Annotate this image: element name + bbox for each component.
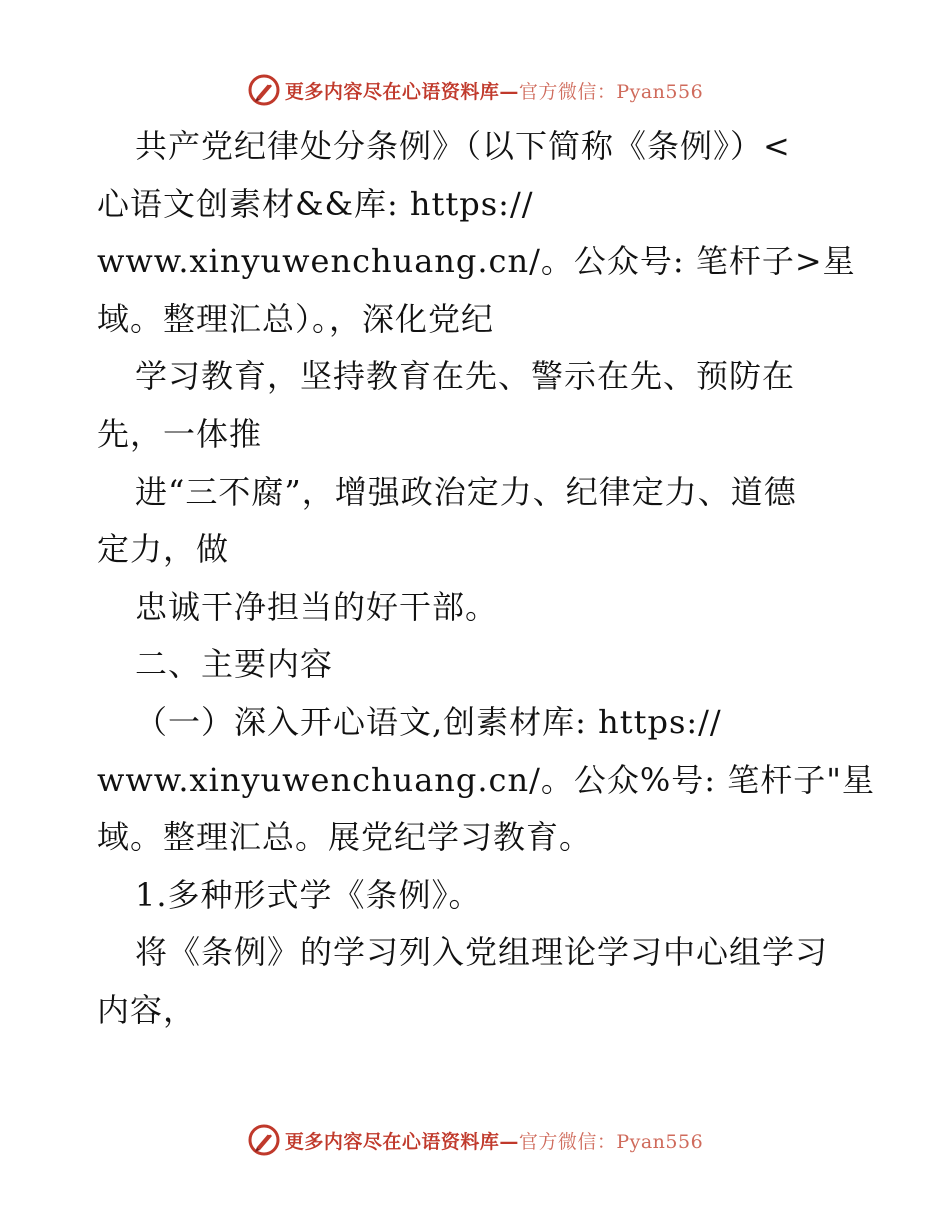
- text-line: 进“三不腐”，增强政治定力、纪律定力、道德: [135, 472, 797, 511]
- subsection-heading: （一）深入开心语文,创素材库: https://: [135, 702, 722, 741]
- text-line: www.xinyuwenchuang.cn/。公众号: 笔杆子>星: [97, 242, 856, 281]
- text-line: 域。整理汇总）。，深化党纪: [97, 299, 495, 338]
- text-line: 内容，: [97, 990, 197, 1029]
- text-line: 共产党纪律处分条例》（以下简称《条例》）<: [135, 127, 791, 165]
- numbered-item: 1.多种形式学《条例》。: [135, 875, 482, 914]
- header-banner: [0, 70, 950, 110]
- footer-banner: [0, 1120, 950, 1160]
- footer-banner-main: 更多内容尽在心语资料库—: [284, 1130, 519, 1153]
- pen-nib-circle-icon: [247, 1123, 281, 1157]
- document-body: [97, 118, 897, 1040]
- text-line: 心语文创素材&&库: https://: [97, 184, 534, 223]
- text-line: 将《条例》的学习列入党组理论学习中心组学习: [135, 933, 829, 972]
- text-line: 定力，做: [97, 530, 230, 569]
- text-line: 域。整理汇总。展党纪学习教育。: [97, 818, 593, 857]
- section-heading: 二、主要内容: [135, 645, 334, 684]
- text-line: www.xinyuwenchuang.cn/。公众%号: 笔杆子"星: [97, 760, 875, 799]
- footer-banner-inner: [247, 1123, 703, 1157]
- text-line: 先，一体推: [97, 414, 263, 453]
- pen-nib-circle-icon: [247, 73, 281, 107]
- header-banner-text: [285, 77, 703, 104]
- header-banner-main: 更多内容尽在心语资料库—: [284, 80, 519, 103]
- footer-banner-text: [285, 1127, 703, 1154]
- footer-banner-wechat: 官方微信：Pyan556: [518, 1130, 704, 1153]
- text-line: 忠诚干净担当的好干部。: [135, 587, 499, 626]
- text-line: 学习教育，坚持教育在先、警示在先、预防在: [135, 357, 796, 396]
- header-banner-inner: [247, 73, 703, 107]
- header-banner-wechat: 官方微信：Pyan556: [518, 80, 704, 103]
